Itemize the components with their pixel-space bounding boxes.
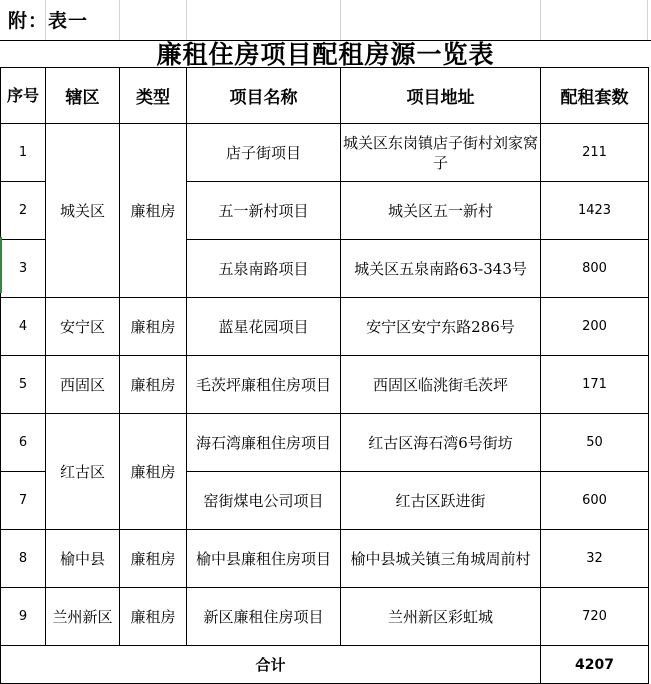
cell-units[interactable]: 600: [541, 472, 649, 530]
header-project-name-text: 项目名称: [229, 88, 298, 108]
header-address-text: 项目地址: [406, 88, 475, 108]
cell-address[interactable]: 红古区跃进街: [341, 472, 541, 530]
header-address[interactable]: [341, 68, 541, 124]
cell-project-name[interactable]: 店子街项目: [187, 124, 341, 182]
total-row: [1, 646, 649, 684]
cell-address[interactable]: 榆中县城关镇三角城周前村: [341, 530, 541, 588]
cell-units[interactable]: 171: [541, 356, 649, 414]
cell-address[interactable]: 城关区五泉南路63-343号: [341, 240, 541, 298]
cell-seq[interactable]: 6: [1, 414, 46, 472]
cell-type[interactable]: 廉租房: [120, 124, 187, 298]
cell-district[interactable]: 城关区: [46, 124, 120, 298]
page-title: 廉租住房项目配租房源一览表: [156, 40, 495, 69]
cell-district[interactable]: 安宁区: [46, 298, 120, 356]
cell-units[interactable]: 800: [541, 240, 649, 298]
table-row: [1, 414, 649, 472]
cell-units[interactable]: 50: [541, 414, 649, 472]
cell-seq[interactable]: 5: [1, 356, 46, 414]
cell-district[interactable]: 红古区: [46, 414, 120, 530]
table-row: [1, 298, 649, 356]
cell-type[interactable]: 廉租房: [120, 414, 187, 530]
cell-units[interactable]: 32: [541, 530, 649, 588]
cell-district[interactable]: 榆中县: [46, 530, 120, 588]
table-row: [1, 588, 649, 646]
cell-seq[interactable]: 1: [1, 124, 46, 182]
cell-district[interactable]: 兰州新区: [46, 588, 120, 646]
cell-district[interactable]: 西固区: [46, 356, 120, 414]
cell-project-name[interactable]: 毛茨坪廉租住房项目: [187, 356, 341, 414]
row-selection-marker: [0, 237, 2, 293]
cell-address[interactable]: 红古区海石湾6号街坊: [341, 414, 541, 472]
cell-seq[interactable]: 3: [1, 240, 46, 298]
cell-address[interactable]: 兰州新区彩虹城: [341, 588, 541, 646]
cell-address[interactable]: 西固区临洮街毛茨坪: [341, 356, 541, 414]
cell-type[interactable]: 廉租房: [120, 588, 187, 646]
cell-seq[interactable]: 7: [1, 472, 46, 530]
housing-table: [0, 67, 649, 684]
cell-type[interactable]: 廉租房: [120, 298, 187, 356]
header-type[interactable]: [120, 68, 187, 124]
header-row: [1, 68, 649, 124]
header-district-text: 辖区: [65, 88, 100, 108]
cell-units[interactable]: 200: [541, 298, 649, 356]
header-units-text: 配租套数: [560, 88, 629, 108]
cell-project-name[interactable]: 新区廉租住房项目: [187, 588, 341, 646]
header-seq-text: 序号: [6, 86, 39, 105]
cell-seq[interactable]: 4: [1, 298, 46, 356]
header-district[interactable]: [46, 68, 120, 124]
cell-units[interactable]: 211: [541, 124, 649, 182]
header-units[interactable]: [541, 68, 649, 124]
header-project-name[interactable]: [187, 68, 341, 124]
total-units[interactable]: 4207: [541, 646, 649, 684]
cell-address[interactable]: 城关区五一新村: [341, 182, 541, 240]
cell-seq[interactable]: 9: [1, 588, 46, 646]
cell-project-name[interactable]: 海石湾廉租住房项目: [187, 414, 341, 472]
cell-project-name[interactable]: 窑街煤电公司项目: [187, 472, 341, 530]
cell-address[interactable]: 城关区东岗镇店子街村刘家窝子: [341, 124, 541, 182]
header-seq[interactable]: [1, 68, 46, 124]
cell-project-name[interactable]: 蓝星花园项目: [187, 298, 341, 356]
cell-seq[interactable]: 2: [1, 182, 46, 240]
cell-address[interactable]: 安宁区安宁东路286号: [341, 298, 541, 356]
table-row: [1, 356, 649, 414]
title-row: [0, 40, 651, 68]
table-row: [1, 124, 649, 182]
cell-project-name[interactable]: 五泉南路项目: [187, 240, 341, 298]
total-label[interactable]: 合计: [1, 646, 541, 684]
cell-units[interactable]: 1423: [541, 182, 649, 240]
cell-project-name[interactable]: 榆中县廉租住房项目: [187, 530, 341, 588]
top-gridlines: [0, 0, 651, 40]
cell-project-name[interactable]: 五一新村项目: [187, 182, 341, 240]
header-type-text: 类型: [136, 88, 170, 108]
table-row: [1, 530, 649, 588]
cell-type[interactable]: 廉租房: [120, 530, 187, 588]
cell-units[interactable]: 720: [541, 588, 649, 646]
appendix-label: 附：表一: [8, 10, 89, 32]
cell-type[interactable]: 廉租房: [120, 356, 187, 414]
cell-seq[interactable]: 8: [1, 530, 46, 588]
